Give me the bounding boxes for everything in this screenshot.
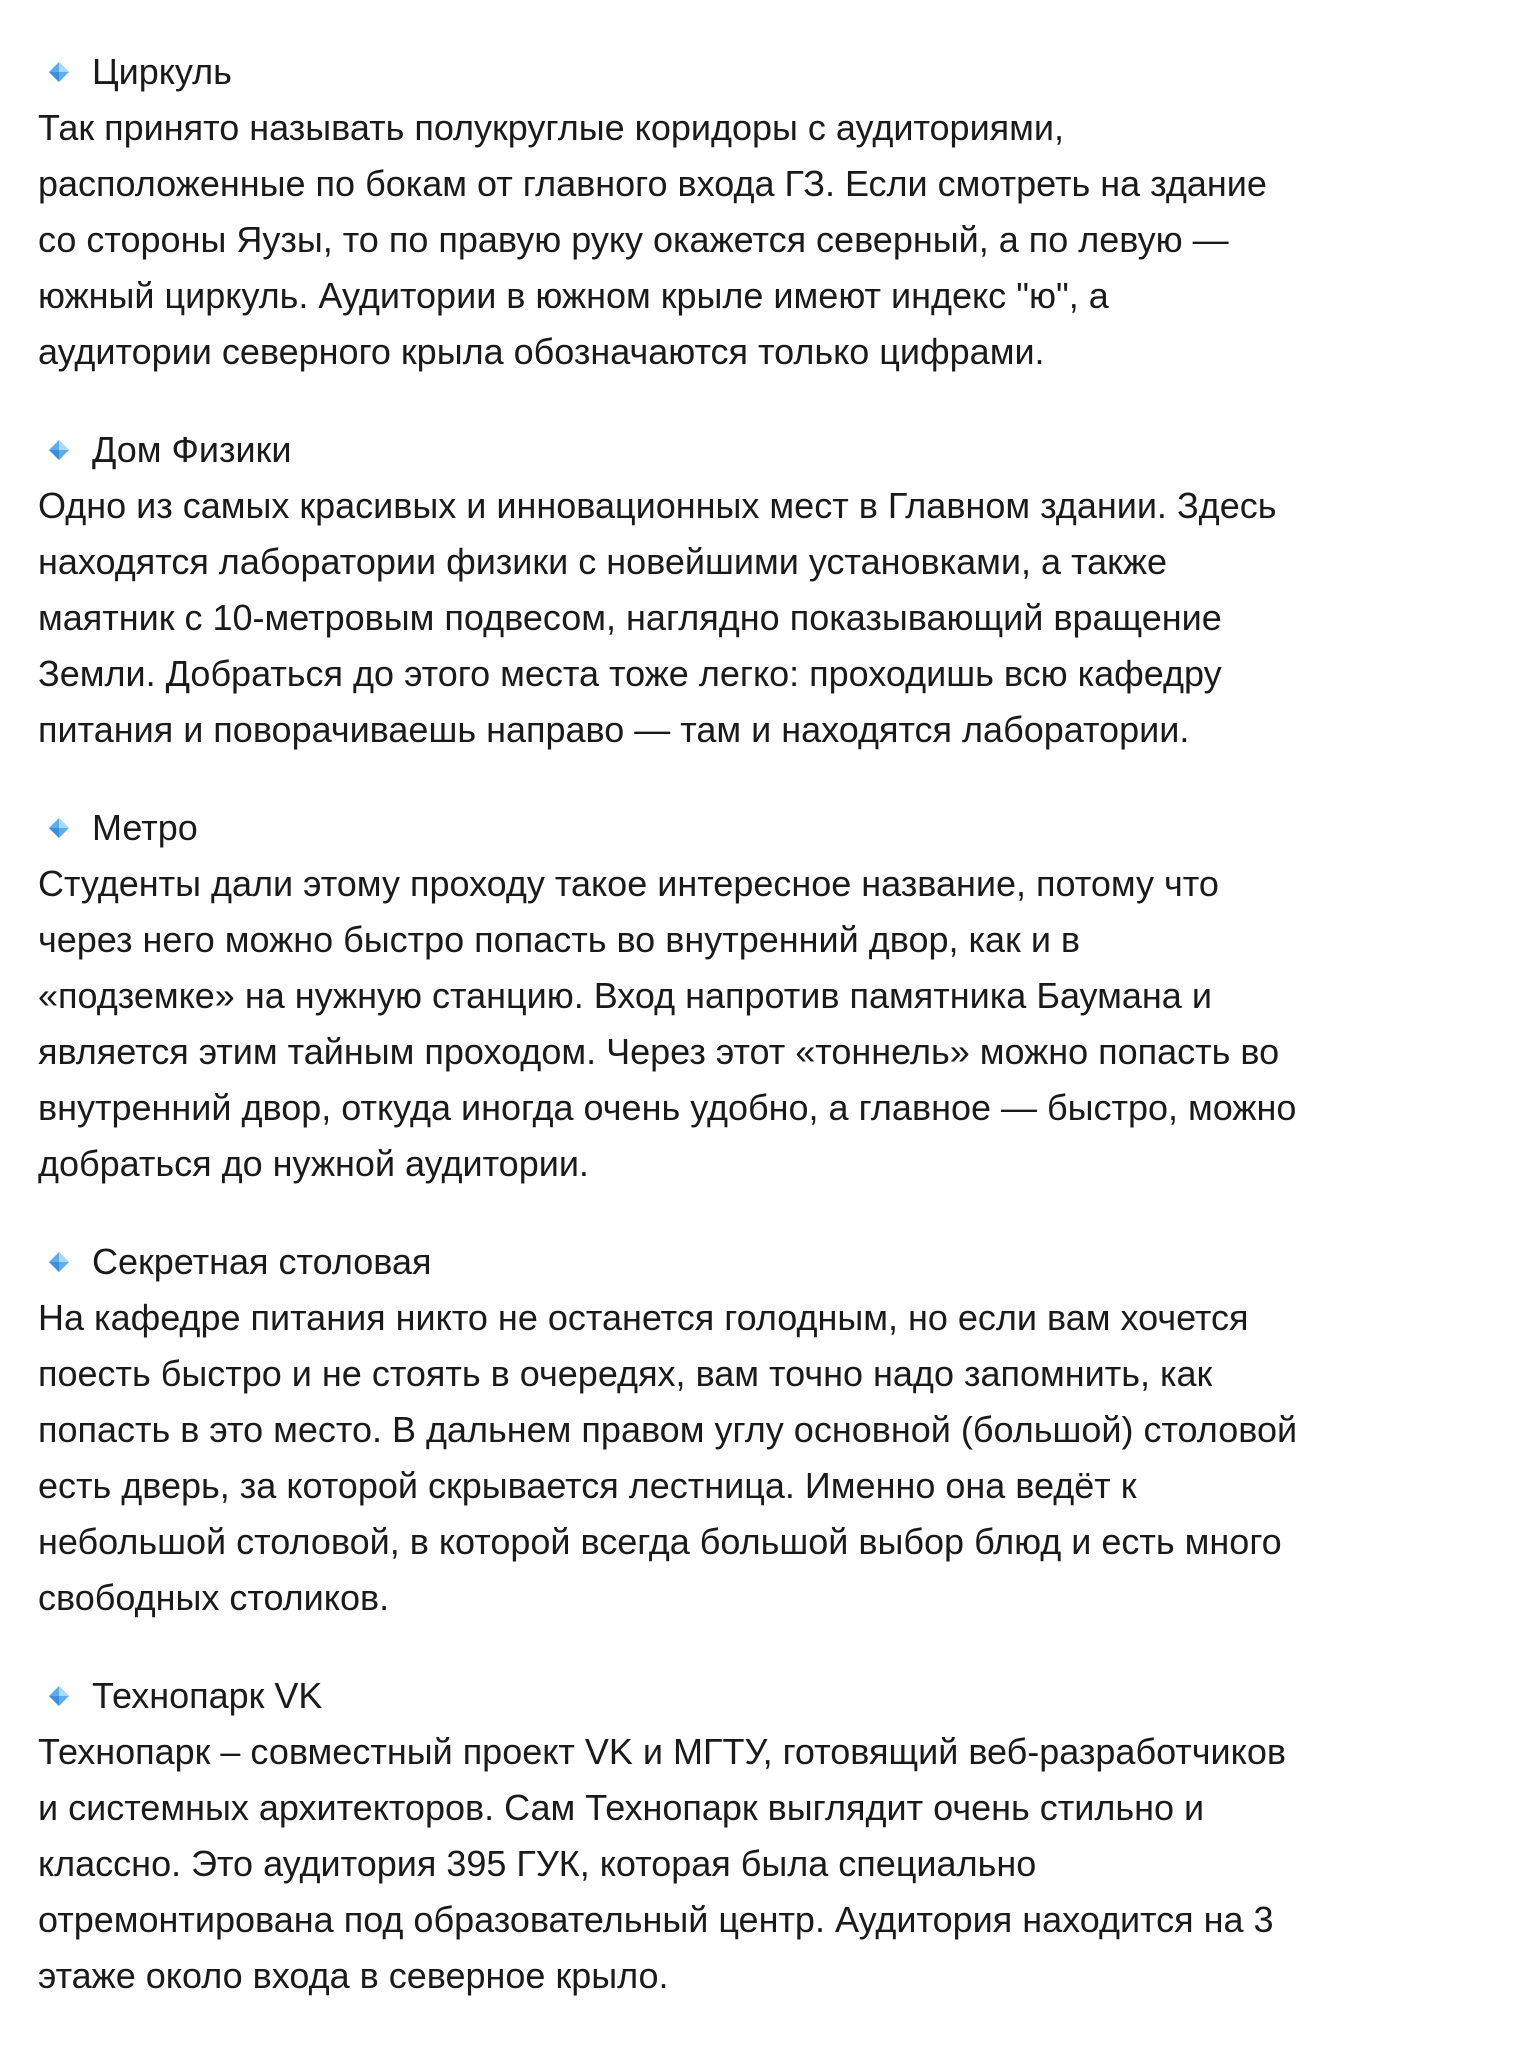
section-title: Циркуль: [92, 51, 232, 92]
section-metro: [38, 800, 1488, 1192]
section-heading: [38, 422, 1488, 478]
section-title: Секретная столовая: [92, 1241, 432, 1282]
paragraph-line: Одно из самых красивых и инновационных мест в Главном здании. Здесь: [38, 485, 1277, 526]
section-heading: [38, 1668, 1488, 1724]
paragraph-line: Студенты дали этому проходу такое интересное название, потому что: [38, 863, 1219, 904]
paragraph-line: «подземке» на нужную станцию. Вход напротив памятника Баумана и: [38, 975, 1212, 1016]
section-dom-fiziki: [38, 422, 1488, 758]
paragraph-line: отремонтирована под образовательный центр. Аудитория находится на 3: [38, 1899, 1274, 1940]
section-title: Технопарк VK: [92, 1675, 323, 1716]
section-tekhnopark-vk: [38, 1668, 1488, 2004]
paragraph-line: поесть быстро и не стоять в очередях, вам точно надо запомнить, как: [38, 1353, 1213, 1394]
small-blue-diamond-icon: [46, 59, 72, 85]
paragraph-line: этаже около входа в северное крыло.: [38, 1955, 669, 1996]
section-sekretnaya-stolovaya: [38, 1234, 1488, 1626]
small-blue-diamond-icon: [46, 437, 72, 463]
paragraph-line: попасть в это место. В дальнем правом углу основной (большой) столовой: [38, 1409, 1298, 1450]
paragraph-line: есть дверь, за которой скрывается лестница. Именно она ведёт к: [38, 1465, 1137, 1506]
small-blue-diamond-icon: [46, 1683, 72, 1709]
paragraph-line: небольшой столовой, в которой всегда большой выбор блюд и есть много: [38, 1521, 1282, 1562]
small-blue-diamond-icon: [46, 1249, 72, 1275]
paragraph-line: аудитории северного крыла обозначаются только цифрами.: [38, 331, 1045, 372]
section-tsirkul: [38, 44, 1488, 380]
paragraph-line: маятник с 10-метровым подвесом, наглядно показывающий вращение: [38, 597, 1222, 638]
section-title: Дом Физики: [92, 429, 292, 470]
paragraph-line: Так принято называть полукруглые коридоры с аудиториями,: [38, 107, 1065, 148]
section-heading: [38, 800, 1488, 856]
paragraph-line: На кафедре питания никто не останется голодным, но если вам хочется: [38, 1297, 1249, 1338]
paragraph-line: является этим тайным проходом. Через этот «тоннель» можно попасть во: [38, 1031, 1280, 1072]
section-heading: [38, 1234, 1488, 1290]
paragraph-line: Земли. Добраться до этого места тоже легко: проходишь всю кафедру: [38, 653, 1222, 694]
paragraph-line: расположенные по бокам от главного входа ГЗ. Если смотреть на здание: [38, 163, 1267, 204]
paragraph-line: со стороны Яузы, то по правую руку окажется северный, а по левую —: [38, 219, 1229, 260]
article: [38, 44, 1488, 2046]
paragraph-line: питания и поворачиваешь направо — там и находятся лаборатории.: [38, 709, 1190, 750]
small-blue-diamond-icon: [46, 815, 72, 841]
paragraph-line: и системных архитекторов. Сам Технопарк выглядит очень стильно и: [38, 1787, 1205, 1828]
paragraph-line: классно. Это аудитория 395 ГУК, которая была специально: [38, 1843, 1037, 1884]
paragraph-line: находятся лаборатории физики с новейшими установками, а также: [38, 541, 1168, 582]
paragraph-line: южный циркуль. Аудитории в южном крыле имеют индекс "ю", а: [38, 275, 1109, 316]
paragraph-line: через него можно быстро попасть во внутренний двор, как и в: [38, 919, 1081, 960]
paragraph-line: свободных столиков.: [38, 1577, 390, 1618]
paragraph-line: добраться до нужной аудитории.: [38, 1143, 589, 1184]
paragraph-line: внутренний двор, откуда иногда очень удобно, а главное — быстро, можно: [38, 1087, 1297, 1128]
paragraph-line: Технопарк – совместный проект VK и МГТУ, готовящий веб-разработчиков: [38, 1731, 1286, 1772]
section-heading: [38, 44, 1488, 100]
section-title: Метро: [92, 807, 198, 848]
